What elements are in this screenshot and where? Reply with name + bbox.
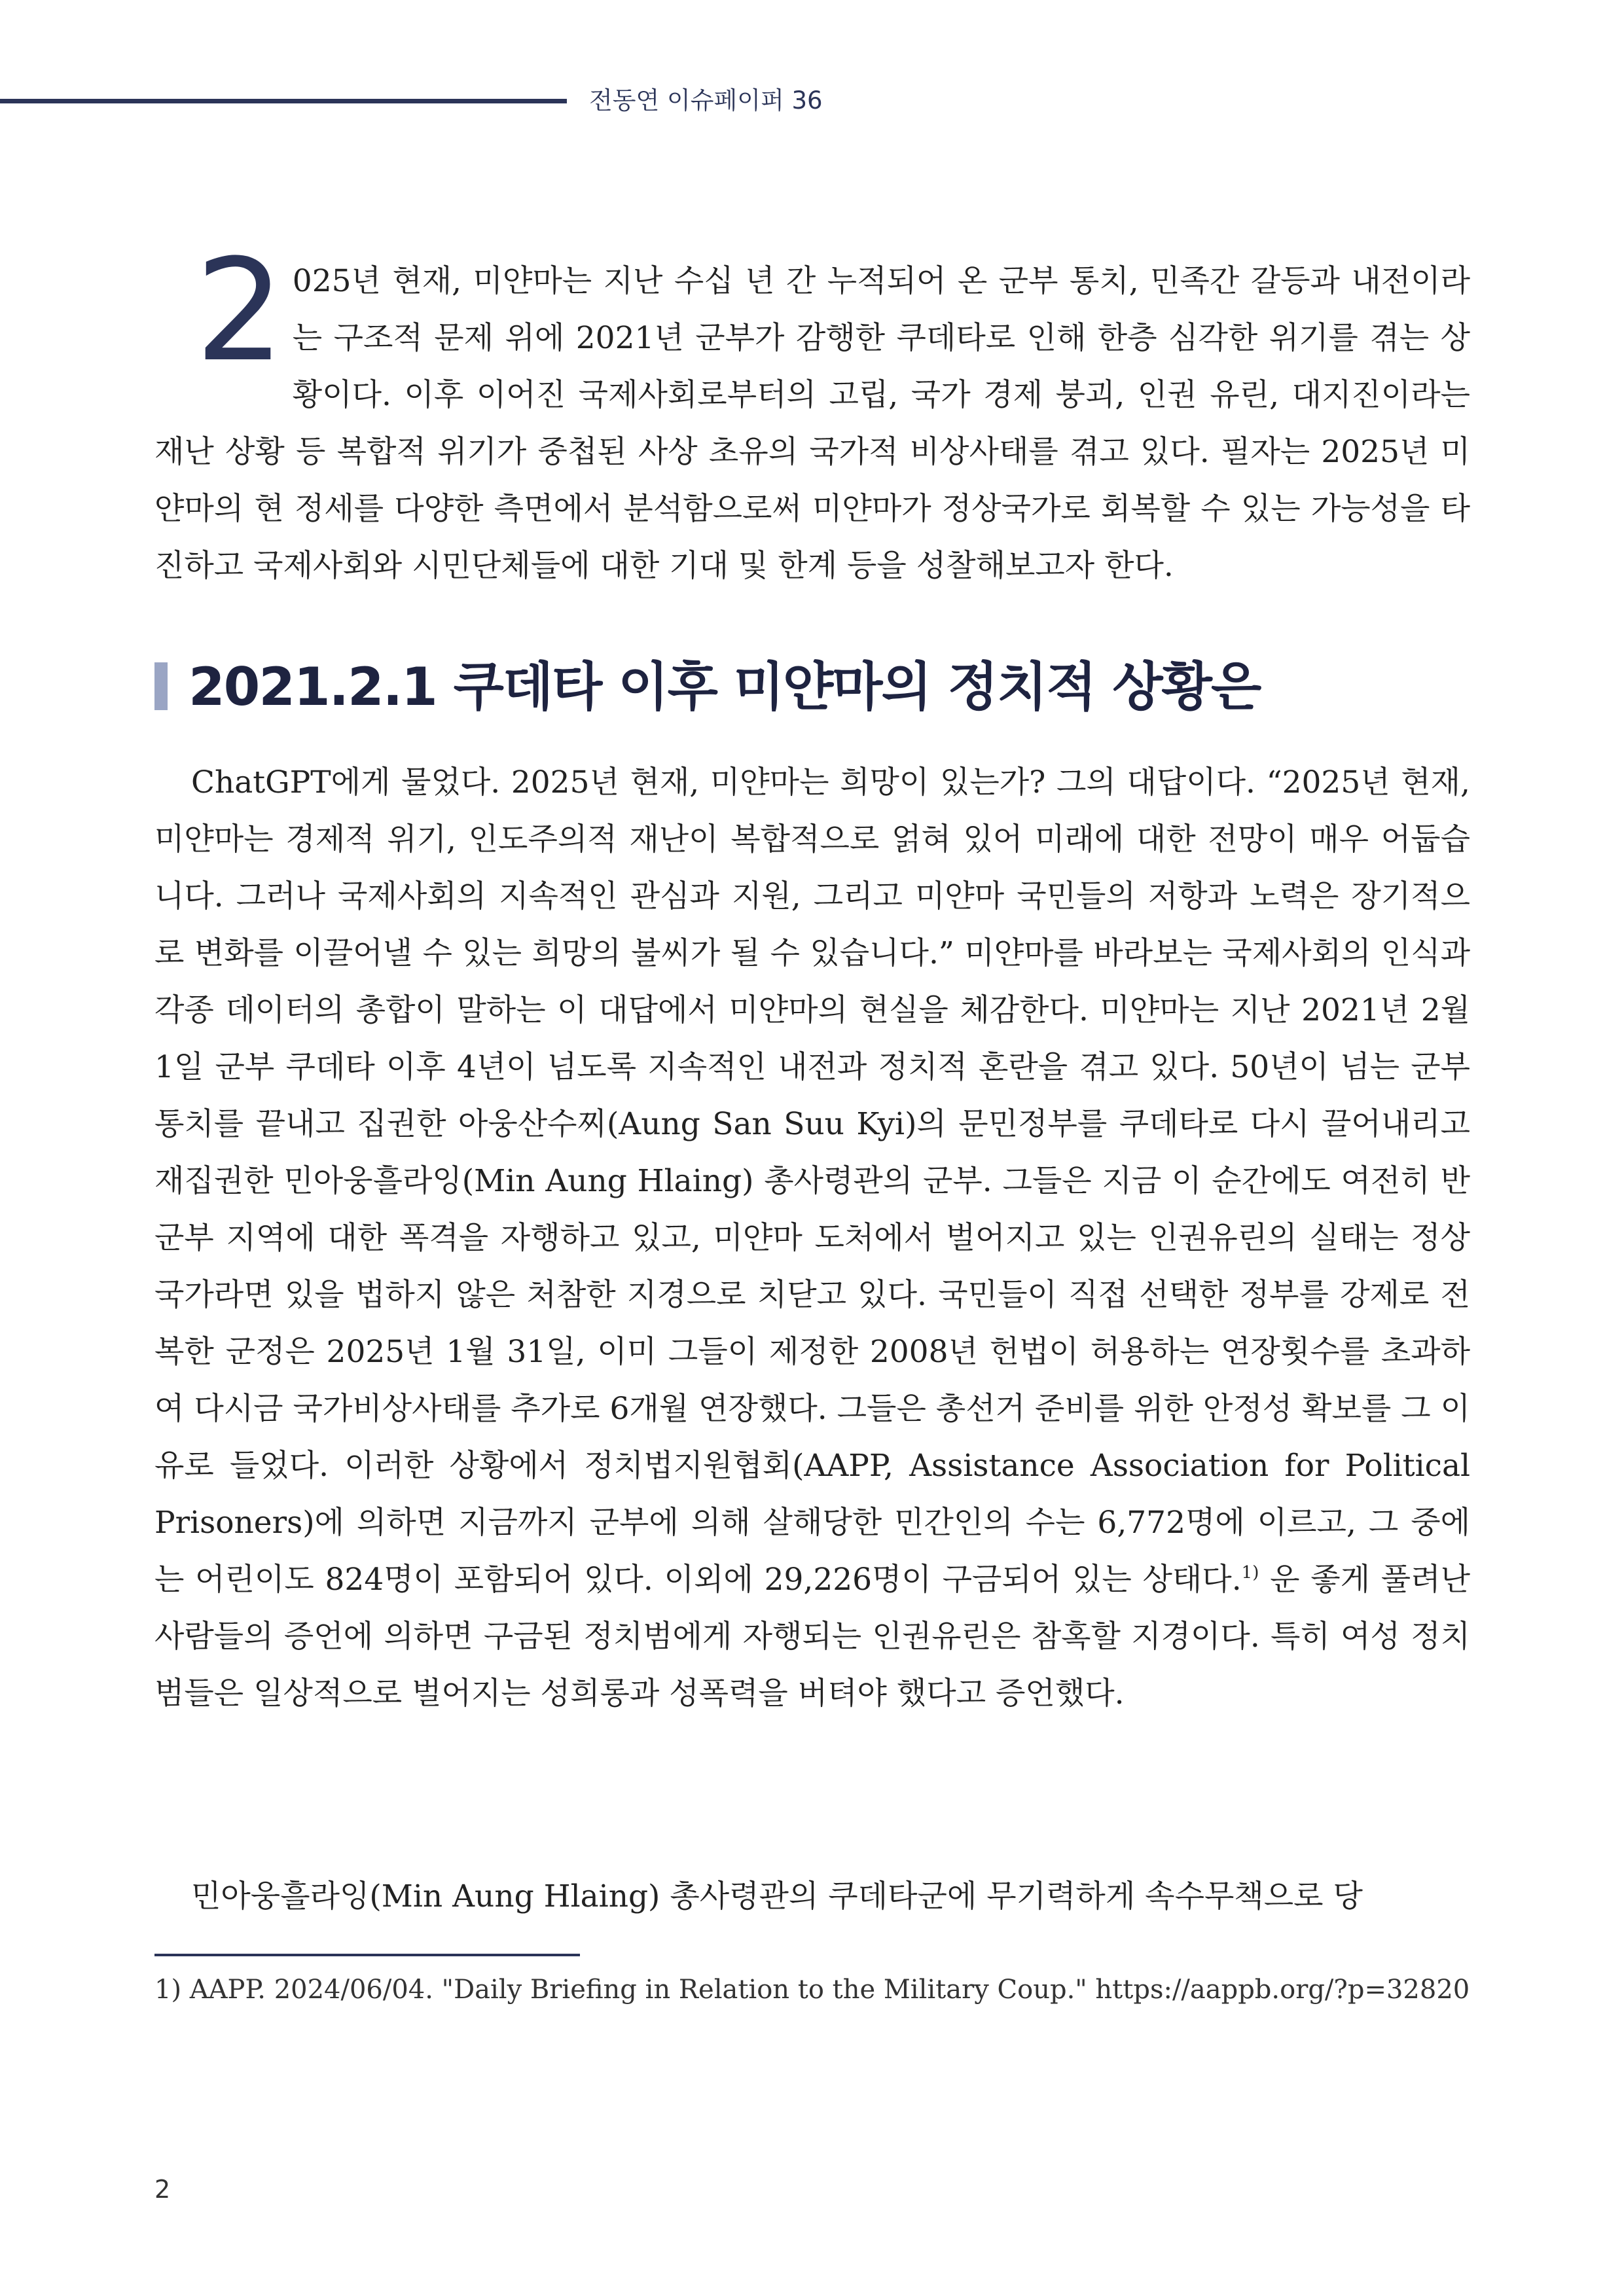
section-heading-bar — [154, 662, 168, 710]
body-paragraph-1 — [154, 754, 1470, 1722]
header-title: 전동연 이슈페이퍼 36 — [589, 86, 823, 115]
body-paragraph-1-text-continued: 운 좋게 풀려난 사람들의 증언에 의하면 구금된 정치범에게 자행되는 인권유린은 참혹할 지경이다. 특히 여성 정치범들은 일상적으로 벌어지는 성희롱과 성폭력을 버텨야 했다고 증언했다. — [154, 1562, 1471, 1712]
footnote-rule — [154, 1954, 580, 1956]
section-title: 2021.2.1 쿠데타 이후 미얀마의 정치적 상황은 — [189, 656, 1261, 717]
footnote-reference[interactable]: 1) — [1241, 1563, 1259, 1583]
footnote: 1) AAPP. 2024/06/04. "Daily Briefing in Relation to the Military Coup." https://aappb.org/?p=32820 — [154, 1975, 1470, 2005]
header-rule — [0, 99, 567, 103]
intro-paragraph — [154, 228, 1470, 594]
drop-cap: 2 — [195, 228, 285, 393]
body-paragraph-2-text: 민아웅흘라잉(Min Aung Hlaing) 총사령관의 쿠데타군에 무기력하게 속수무책으로 당 — [191, 1878, 1363, 1914]
body-paragraph-2 — [154, 1868, 1470, 1925]
body-paragraph-1-text: ChatGPT에게 물었다. 2025년 현재, 미얀마는 희망이 있는가? 그의 대답이다. “2025년 현재, 미얀마는 경제적 위기, 인도주의적 재난이 복합적으로 얽혀 있어 미래에 대한 전망이 매우 어둡습니다. 그러나 국제사회의 지속적인 관심과 지원, 그리고 미얀마 국민들의 저항과 노력은 장기적으로 변화를 이끌어낼 수 있는 희망의 불씨가 될 수 있습니다.” 미얀마를 바라보는 국제사회의 인식과 각종 데이터의 총합이 말하는 이 대답에서 미얀마의 현실을 체감한다. 미얀마는 지난 2021년 2월 1일 군부 쿠데타 이후 4년이 넘도록 지속적인 내전과 정치적 혼란을 겪고 있다. 50년이 넘는 군부통치를 끝내고 집권한 아웅산수찌(Aung San Suu Kyi)의 문민정부를 쿠데타로 다시 끌어내리고 재집권한 민아웅흘라잉(Min Aung Hlaing) 총사령관의 군부. 그들은 지금 이 순간에도 여전히 반군부 지역에 대한 폭격을 자행하고 있고, 미얀마 도처에서 벌어지고 있는 인권유린의 실태는 정상국가라면 있을 법하지 않은 처참한 지경으로 치닫고 있다. 국민들이 직접 선택한 정부를 강제로 전복한 군정은 2025년 1월 31일, 이미 그들이 제정한 2008년 헌법이 허용하는 연장횟수를 초과하여 다시금 국가비상사태를 추가로 6개월 연장했다. 그들은 총선거 준비를 위한 안정성 확보를 그 이유로 들었다. 이러한 상황에서 정치법지원협회(AAPP, Assistance Association for Political Prisoners)에 의하면 지금까지 군부에 의해 살해당한 민간인의 수는 6,772명에 이르고, 그 중에는 어린이도 824명이 포함되어 있다. 이외에 29,226명이 구금되어 있는 상태다. — [154, 764, 1470, 1598]
intro-text: 025년 현재, 미얀마는 지난 수십 년 간 누적되어 온 군부 통치, 민족간 갈등과 내전이라는 구조적 문제 위에 2021년 군부가 감행한 쿠데타로 인해 한층 심각한 위기를 겪는 상황이다. 이후 이어진 국제사회로부터의 고립, 국가 경제 붕괴, 인권 유린, 대지진이라는 재난 상황 등 복합적 위기가 중첩된 사상 초유의 국가적 비상사태를 겪고 있다. 필자는 2025년 미얀마의 현 정세를 다양한 측면에서 분석함으로써 미얀마가 정상국가로 회복할 수 있는 가능성을 타진하고 국제사회와 시민단체들에 대한 기대 및 한계 등을 성찰해보고자 한다. — [154, 263, 1470, 584]
page-number: 2 — [154, 2175, 171, 2204]
section-heading — [154, 651, 1470, 723]
